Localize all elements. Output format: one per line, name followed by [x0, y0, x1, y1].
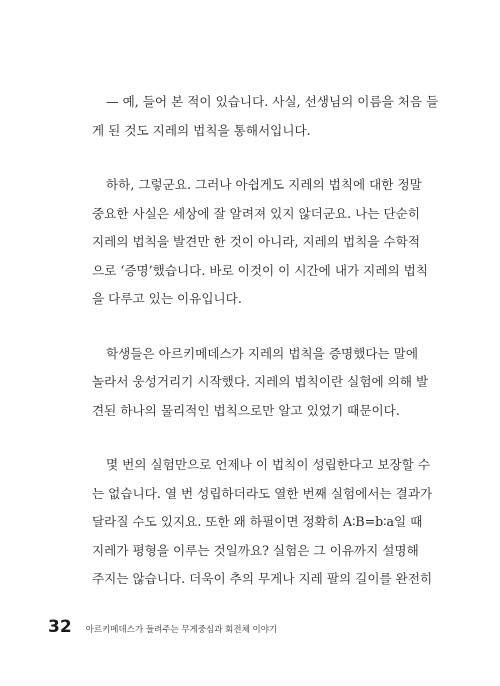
- page-footer: [48, 617, 277, 637]
- text-line: 몇 번의 실험만으로 언제나 이 법칙이 성립한다고 보장할 수: [106, 457, 430, 472]
- body-text: [92, 88, 439, 620]
- text-line: 지레의 법칙을 발견만 한 것이 아니라, 지레의 법칙을 수학적: [92, 234, 421, 249]
- text-line: 달라질 수도 있지요. 또한 왜 하필이면 정확히 A∶B=b∶a일 때: [92, 514, 423, 529]
- paragraph-1: [92, 88, 439, 145]
- page-number: 32: [48, 617, 72, 637]
- text-line: 중요한 사실은 세상에 잘 알려져 있지 않더군요. 나는 단순히: [92, 205, 421, 221]
- text-line: 견된 하나의 물리적인 법칙으로만 알고 있었기 때문이다.: [92, 402, 400, 418]
- text-line: 주지는 않습니다. 더욱이 추의 무게나 지레 팔의 길이를 완전히: [92, 571, 433, 586]
- text-line: 을 다루고 있는 이유입니다.: [92, 291, 242, 306]
- text-line: — 예, 들어 본 적이 있습니다. 사실, 선생님의 이름을 처음 들: [106, 94, 439, 109]
- paragraph-3: [92, 340, 429, 426]
- paragraph-4: [92, 451, 433, 594]
- text-line: 게 된 것도 지레의 법칙을 통해서입니다.: [92, 122, 311, 138]
- text-line: 는 없습니다. 열 번 성립하더라도 열한 번째 실험에서는 결과가: [92, 485, 433, 501]
- text-line: 지레가 평형을 이루는 것일까요? 실험은 그 이유까지 설명해: [92, 542, 419, 558]
- text-line: 놀라서 웅성거리기 시작했다. 지레의 법칙이란 실험에 의해 발: [92, 374, 429, 389]
- text-line: 으로 ‘증명’했습니다. 바로 이것이 이 시간에 내가 지레의 법칙: [92, 262, 429, 278]
- running-head: 아르키메데스가 들려주는 무게중심과 회전체 이야기: [85, 625, 278, 635]
- text-line: 하하, 그렇군요. 그러나 아쉽게도 지레의 법칙에 대한 정말: [106, 177, 422, 192]
- paragraph-2: [92, 171, 429, 314]
- text-line: 학생들은 아르키메데스가 지레의 법칙을 증명했다는 말에: [106, 345, 418, 361]
